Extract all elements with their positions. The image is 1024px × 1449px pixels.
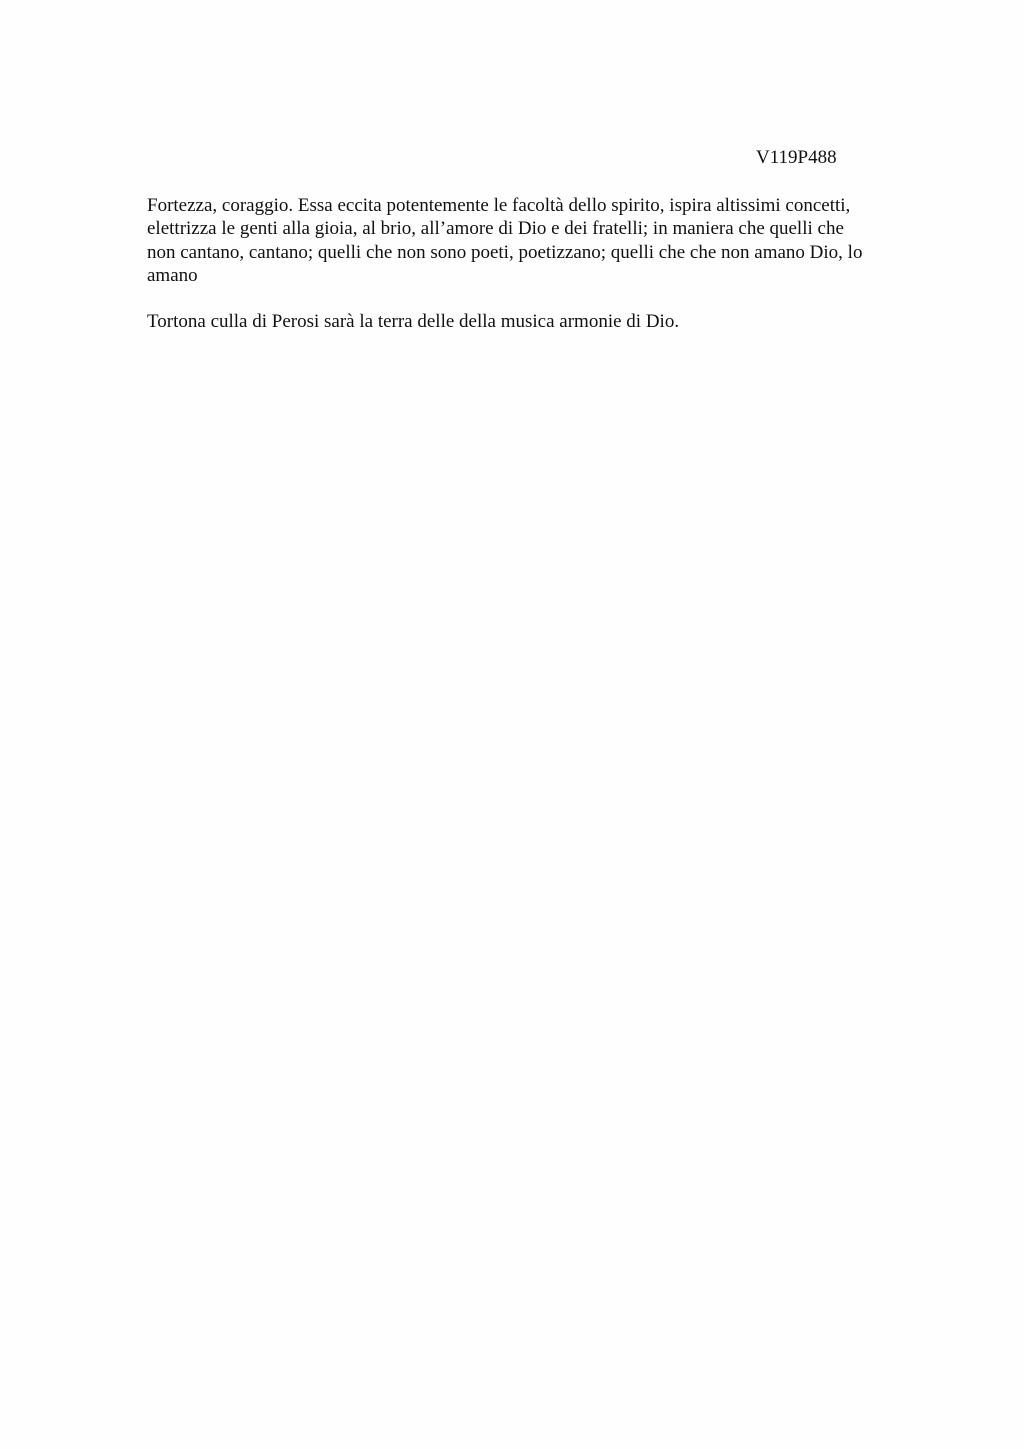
text-line: amano	[147, 264, 198, 286]
paragraph-2	[147, 310, 937, 333]
text-line: non cantano, cantano; quelli che non sono poeti, poetizzano; quelli che che non amano Dio, lo	[147, 241, 863, 263]
text-line: Tortona culla di Perosi sarà la terra delle della musica armonie di Dio.	[147, 311, 680, 333]
text-line: elettrizza le genti alla gioia, al brio, all’amore di Dio e dei fratelli; in maniera che quelli che	[147, 218, 844, 240]
document-body	[147, 194, 937, 334]
paragraph-spacer	[147, 287, 937, 310]
page-reference: V119P488	[756, 147, 837, 168]
text-line: Fortezza, coraggio. Essa eccita potentemente le facoltà dello spirito, ispira altissimi concetti,	[147, 195, 851, 216]
paragraph-1	[147, 194, 937, 287]
